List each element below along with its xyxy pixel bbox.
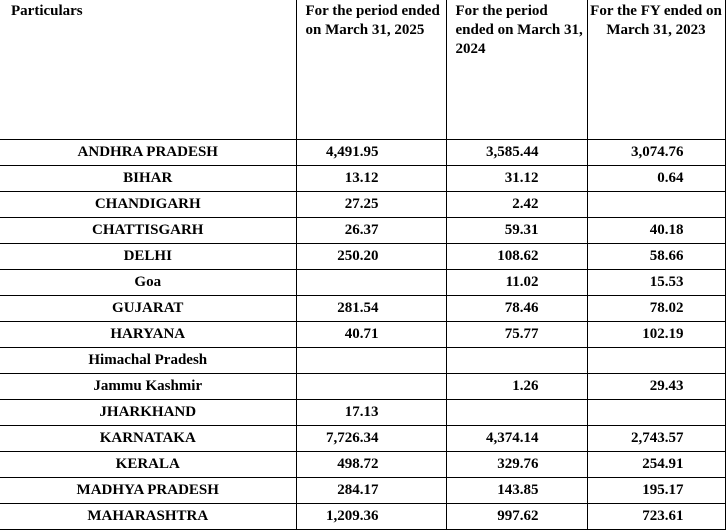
value-2023-cell-value: 78.02	[649, 300, 684, 316]
value-2024-cell-value: 2.42	[512, 196, 539, 212]
table-row	[0, 322, 725, 348]
table-row	[0, 218, 725, 244]
value-2024-cell	[446, 322, 587, 348]
value-2025-cell	[296, 192, 446, 218]
value-2024-cell	[446, 400, 587, 426]
value-2023-cell-value: 102.19	[642, 326, 684, 342]
value-2023-cell-value: 723.61	[642, 508, 684, 524]
value-2024-cell-value: 59.31	[504, 222, 539, 238]
table-row	[0, 296, 725, 322]
value-2023-cell-value: 0.64	[657, 170, 684, 186]
state-name-cell: DELHI	[0, 244, 296, 270]
table-row	[0, 504, 725, 530]
value-2023-cell-value: 3,074.76	[631, 144, 684, 160]
table-row	[0, 166, 725, 192]
state-name-cell: KERALA	[0, 452, 296, 478]
value-2024-cell-value: 3,585.44	[486, 144, 539, 160]
state-name-cell: MAHARASHTRA	[0, 504, 296, 530]
value-2025-cell	[296, 322, 446, 348]
state-name-cell: JHARKHAND	[0, 400, 296, 426]
value-2025-cell	[296, 478, 446, 504]
value-2024-cell-value: 11.02	[505, 274, 539, 290]
table-row	[0, 244, 725, 270]
value-2025-cell	[296, 218, 446, 244]
state-name-cell: MADHYA PRADESH	[0, 478, 296, 504]
table-row	[0, 426, 725, 452]
value-2023-cell	[587, 166, 725, 192]
table-row	[0, 400, 725, 426]
value-2024-cell-value: 78.46	[504, 300, 539, 316]
value-2023-cell	[587, 296, 725, 322]
value-2025-cell	[296, 452, 446, 478]
header-row	[0, 0, 725, 140]
value-2023-cell	[587, 504, 725, 530]
value-2023-cell-value: 58.66	[649, 248, 684, 264]
value-2024-cell-value: 143.85	[497, 482, 539, 498]
value-2025-cell-value: 7,726.34	[326, 430, 379, 446]
value-2023-cell	[587, 322, 725, 348]
value-2025-cell-value: 498.72	[337, 456, 379, 472]
value-2025-cell	[296, 270, 446, 296]
state-name-cell: CHANDIGARH	[0, 192, 296, 218]
state-name-cell: Goa	[0, 270, 296, 296]
value-2023-cell-value: 2,743.57	[631, 430, 684, 446]
value-2025-cell	[296, 400, 446, 426]
value-2024-cell	[446, 192, 587, 218]
state-name-cell: ANDHRA PRADESH	[0, 140, 296, 166]
header-period-2025: For the period ended on March 31, 2025	[296, 0, 446, 140]
value-2025-cell-value: 1,209.36	[326, 508, 379, 524]
value-2025-cell-value: 284.17	[337, 482, 379, 498]
value-2024-cell	[446, 296, 587, 322]
value-2023-cell	[587, 452, 725, 478]
value-2024-cell-value: 75.77	[504, 326, 539, 342]
state-name-cell: CHATTISGARH	[0, 218, 296, 244]
value-2023-cell-value: 29.43	[649, 378, 684, 394]
table-row	[0, 192, 725, 218]
table-row	[0, 348, 725, 374]
value-2023-cell-value: 15.53	[649, 274, 684, 290]
state-name-cell: Jammu Kashmir	[0, 374, 296, 400]
value-2023-cell	[587, 270, 725, 296]
value-2025-cell-value: 27.25	[344, 196, 379, 212]
value-2025-cell	[296, 348, 446, 374]
header-particulars: Particulars	[0, 0, 296, 140]
value-2025-cell	[296, 374, 446, 400]
value-2024-cell	[446, 478, 587, 504]
table-row	[0, 140, 725, 166]
value-2024-cell	[446, 218, 587, 244]
value-2025-cell	[296, 426, 446, 452]
value-2025-cell	[296, 296, 446, 322]
state-name-cell: HARYANA	[0, 322, 296, 348]
state-name-cell: BIHAR	[0, 166, 296, 192]
value-2024-cell	[446, 452, 587, 478]
value-2024-cell-value: 108.62	[497, 248, 539, 264]
table-row	[0, 478, 725, 504]
value-2024-cell-value: 31.12	[504, 170, 539, 186]
value-2023-cell	[587, 426, 725, 452]
header-fy-2023: For the FY ended on March 31, 2023	[587, 0, 725, 140]
value-2024-cell-value: 329.76	[497, 456, 539, 472]
value-2023-cell	[587, 140, 725, 166]
value-2024-cell-value: 1.26	[512, 378, 539, 394]
value-2023-cell	[587, 374, 725, 400]
value-2024-cell	[446, 140, 587, 166]
value-2023-cell-value: 195.17	[642, 482, 684, 498]
value-2025-cell	[296, 166, 446, 192]
value-2023-cell	[587, 218, 725, 244]
value-2024-cell	[446, 270, 587, 296]
value-2023-cell-value: 254.91	[642, 456, 684, 472]
table-row	[0, 374, 725, 400]
value-2024-cell	[446, 166, 587, 192]
value-2024-cell	[446, 374, 587, 400]
value-2024-cell-value: 997.62	[497, 508, 539, 524]
value-2025-cell	[296, 504, 446, 530]
value-2024-cell	[446, 426, 587, 452]
value-2023-cell	[587, 192, 725, 218]
state-name-cell: KARNATAKA	[0, 426, 296, 452]
value-2024-cell	[446, 244, 587, 270]
value-2025-cell	[296, 140, 446, 166]
state-name-cell: GUJARAT	[0, 296, 296, 322]
value-2025-cell	[296, 244, 446, 270]
value-2025-cell-value: 26.37	[344, 222, 379, 238]
value-2025-cell-value: 281.54	[337, 300, 379, 316]
value-2023-cell	[587, 478, 725, 504]
value-2024-cell-value: 4,374.14	[486, 430, 539, 446]
table-row	[0, 270, 725, 296]
value-2023-cell-value: 40.18	[649, 222, 684, 238]
value-2025-cell-value: 40.71	[344, 326, 379, 342]
value-2025-cell-value: 4,491.95	[326, 144, 379, 160]
header-period-2024: For the period ended on March 31, 2024	[446, 0, 587, 140]
table-row	[0, 452, 725, 478]
value-2023-cell	[587, 348, 725, 374]
state-name-cell: Himachal Pradesh	[0, 348, 296, 374]
value-2025-cell-value: 250.20	[337, 248, 379, 264]
table-body	[0, 140, 725, 530]
value-2024-cell	[446, 504, 587, 530]
value-2023-cell	[587, 244, 725, 270]
value-2025-cell-value: 17.13	[344, 404, 379, 420]
value-2023-cell	[587, 400, 725, 426]
value-2024-cell	[446, 348, 587, 374]
value-2025-cell-value: 13.12	[344, 170, 379, 186]
